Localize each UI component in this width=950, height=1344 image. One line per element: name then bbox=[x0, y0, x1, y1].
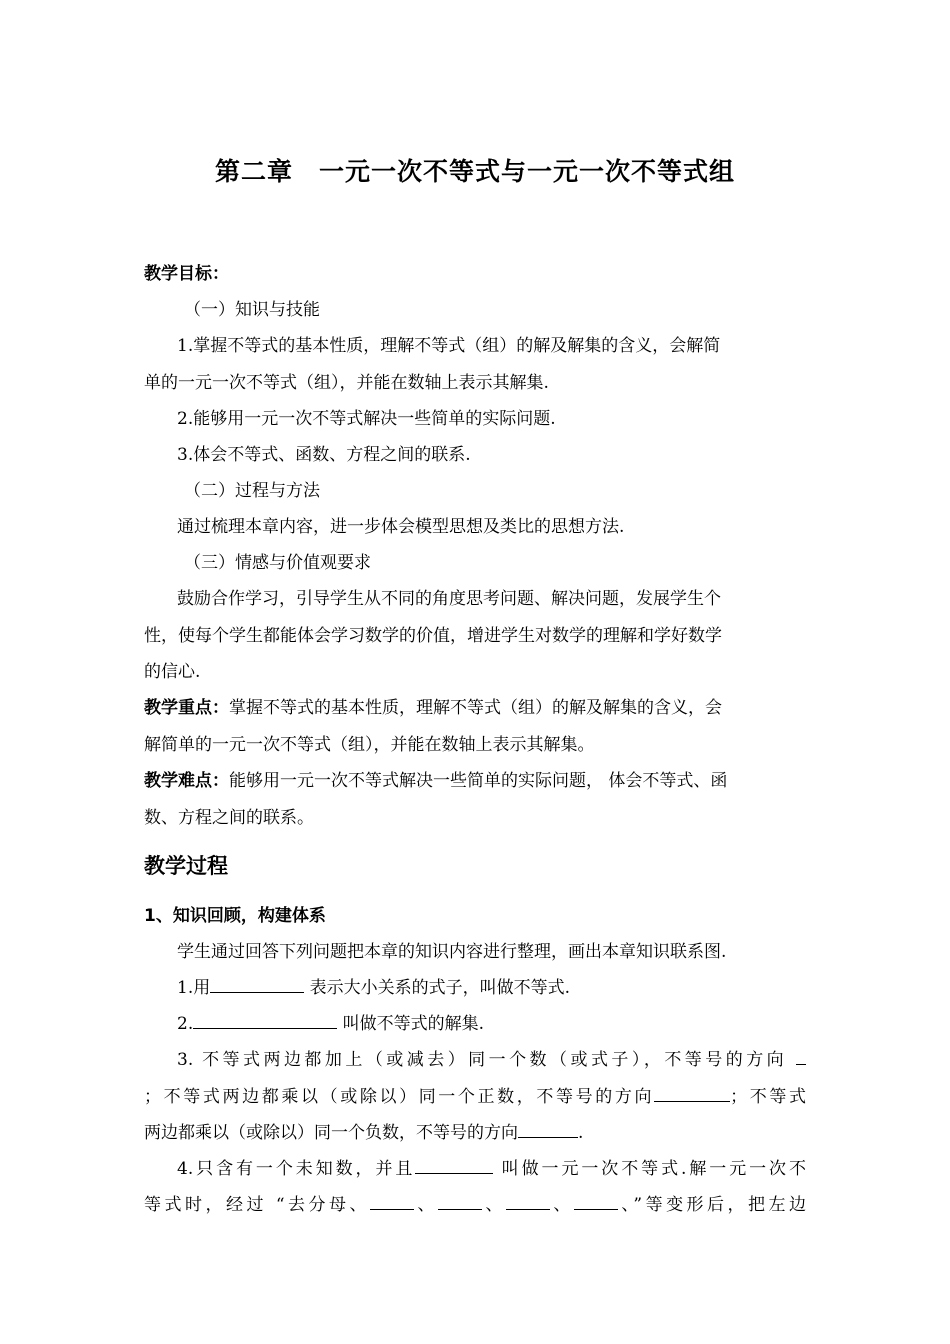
process-method-heading: （二）过程与方法 bbox=[184, 481, 320, 501]
answer-blank[interactable] bbox=[210, 976, 304, 993]
key-points-text: 掌握不等式的基本性质，理解不等式（组）的解及解集的含义，会 bbox=[229, 698, 722, 718]
emotion-values-heading: （三）情感与价值观要求 bbox=[184, 553, 371, 573]
key-points-line2: 解简单的一元一次不等式（组），并能在数轴上表示其解集。 bbox=[144, 735, 595, 755]
key-points-line1 bbox=[144, 696, 806, 720]
answer-blank[interactable] bbox=[654, 1085, 730, 1102]
key-points-label: 教学重点： bbox=[144, 698, 229, 718]
difficulties-line1 bbox=[144, 769, 806, 793]
question-4-line2: 等式时，经过 “去分母、 、 、 、 、”等变形后，把左边 bbox=[144, 1195, 807, 1215]
question-4-line1: 4.只含有一个未知数，并且 叫做一元一次不等式.解一元一次不 bbox=[177, 1159, 806, 1179]
difficulties-line2: 数、方程之间的联系。 bbox=[144, 808, 314, 828]
answer-blank[interactable] bbox=[518, 1121, 578, 1138]
chapter-title: 第二章 一元一次不等式与一元一次不等式组 bbox=[214, 157, 735, 186]
knowledge-skills-heading: （一）知识与技能 bbox=[184, 300, 320, 320]
objective-item-3: 3.体会不等式、函数、方程之间的联系. bbox=[177, 445, 471, 465]
answer-blank[interactable] bbox=[574, 1193, 618, 1210]
emotion-values-line3: 的信心. bbox=[144, 662, 201, 682]
section-1-intro: 学生通过回答下列问题把本章的知识内容进行整理，画出本章知识联系图. bbox=[177, 942, 727, 962]
answer-blank[interactable] bbox=[370, 1193, 414, 1210]
emotion-values-line2: 性，使每个学生都能体会学习数学的价值，增进学生对数学的理解和学好数学 bbox=[144, 626, 722, 646]
answer-blank[interactable] bbox=[506, 1193, 550, 1210]
answer-blank[interactable] bbox=[438, 1193, 482, 1210]
difficulties-text: 能够用一元一次不等式解决一些简单的实际问题， 体会不等式、函 bbox=[229, 771, 728, 791]
question-3-line1: 3. 不等式两边都加上（或减去）同一个数（或式子），不等号的方向 bbox=[177, 1048, 806, 1072]
process-method-text: 通过梳理本章内容，进一步体会模型思想及类比的思想方法. bbox=[177, 517, 625, 537]
objective-item-1-line1: 1.掌握不等式的基本性质，理解不等式（组）的解及解集的含义，会解简 bbox=[177, 336, 721, 356]
emotion-values-line1: 鼓励合作学习，引导学生从不同的角度思考问题、解决问题，发展学生个 bbox=[177, 589, 721, 609]
answer-blank[interactable] bbox=[415, 1157, 493, 1174]
answer-blank[interactable] bbox=[193, 1012, 337, 1029]
question-3-line2: ；不等式两边都乘以（或除以）同一个正数，不等号的方向 ；不等式 bbox=[144, 1087, 807, 1107]
section-1-heading: 1、知识回顾，构建体系 bbox=[144, 906, 326, 926]
objective-item-1-line2: 单的一元一次不等式（组），并能在数轴上表示其解集. bbox=[144, 373, 549, 393]
question-3-line3: 两边都乘以（或除以）同一个负数，不等号的方向 . bbox=[144, 1123, 584, 1143]
question-2: 2. 叫做不等式的解集. bbox=[177, 1014, 485, 1034]
objectives-heading: 教学目标： bbox=[144, 264, 229, 284]
answer-blank[interactable] bbox=[796, 1048, 806, 1065]
process-heading: 教学过程 bbox=[144, 854, 228, 878]
question-1: 1.用 表示大小关系的式子，叫做不等式. bbox=[177, 978, 571, 998]
difficulties-label: 教学难点： bbox=[144, 771, 229, 791]
objective-item-2: 2.能够用一元一次不等式解决一些简单的实际问题. bbox=[177, 409, 556, 429]
